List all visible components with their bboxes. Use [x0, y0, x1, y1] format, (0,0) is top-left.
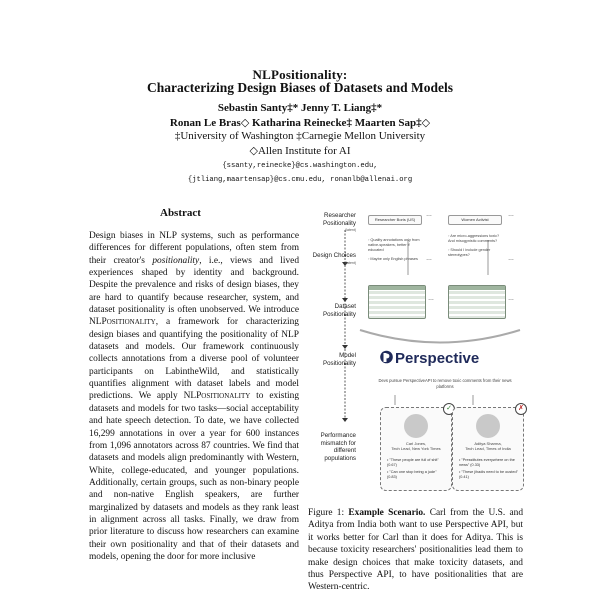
- abstract-text-4: to existing datasets and models for two tasks—social acceptability and hate speech detection. To date, we have collected 16,299 annotations in over a year for 600 instances from 1,096 annotators across 87 countries. We find that datasets and models align predominantly with Western, White, college-educated, and younger populations. Additionally, certain groups, such as non-binary people and non-native English speakers, are further marginalized by datasets and models as they rank least in alignment across all tasks. Finally, we draw from prior literature to discuss how researchers can examine their own positionality and that of their datasets and models, opening the door for more inclusive: [89, 391, 300, 562]
- example-bullet: • "These jihadis need to be ousted" (0.41): [459, 470, 518, 479]
- authors-line2: Ronan Le Bras◇ Katharina Reinecke‡ Maarten Sap‡◇: [169, 117, 431, 129]
- choice-bullet: ◦ Should I include gender stereotypes?: [448, 248, 491, 257]
- dataset-table-1: [368, 285, 426, 319]
- ellipsis-5: …: [428, 296, 434, 302]
- check-icon: ✓: [443, 403, 455, 415]
- example-bullet: • "These people are full of shit" (0.67): [387, 458, 439, 467]
- row-label-performance: Performance mismatch for different populations: [320, 432, 356, 462]
- avatar: [404, 414, 428, 438]
- ellipsis-3: …: [426, 256, 432, 262]
- user-card-2: [452, 407, 524, 491]
- affiliation-line1: ‡University of Washington ‡Carnegie Mellon University: [174, 130, 426, 142]
- user-name: Aditya Sharma, Tech Lead, Times of India: [465, 441, 511, 451]
- abstract-text-1: Design biases in NLP systems, such as performance differences for different populations, often stem from their creator's: [89, 231, 299, 266]
- authors-line1: Sebastin Santy‡* Jenny T. Liang‡*: [217, 102, 383, 114]
- figure-caption: [308, 507, 523, 594]
- choice-bullet: ◦ Are micro-aggressions toxic? And misogynistic comments?: [448, 234, 500, 243]
- abstract-text-3: , a framework for characterizing design biases and quantifying the positionality of NLP datasets and models. Our framework continuously collects annotations from a diverse pool of volunteer participants on LabintheWild, and statistically quantifies alignment with dataset labels and model predictions. We apply: [89, 317, 299, 402]
- researcher-1-choices: [368, 238, 426, 262]
- researcher-chip-1: Researcher Boris (US): [368, 215, 422, 225]
- perspective-logo-icon: [380, 350, 393, 364]
- email-line2: {jtliang,maartensap}@cs.cmu.edu, ronanlb@allenai.org: [187, 176, 413, 184]
- affiliation-line2: ◇Allen Institute for AI: [249, 145, 351, 157]
- abstract-italic: positionality: [152, 255, 200, 266]
- choice-bullet: ◦ Quality annotations only from native-speakers, better if educated: [368, 238, 420, 252]
- dataset-table-2: [448, 285, 506, 319]
- cross-icon: ✗: [515, 403, 527, 415]
- row-label-researcher: Researcher Positionality (latent): [322, 212, 356, 232]
- avatar: [476, 414, 500, 438]
- row-label-design: Design Choices (latent): [312, 252, 356, 265]
- user-1-examples: [387, 458, 447, 480]
- user-name: Carl Jones, Tech Lead, New York Times: [391, 441, 441, 451]
- ellipsis-4: …: [508, 256, 514, 262]
- paper-title-line2: Characterizing Design Biases of Datasets and Models: [147, 80, 453, 95]
- abstract-heading: Abstract: [160, 207, 201, 219]
- framework-name-1: NLPositionality: [89, 317, 156, 328]
- example-bullet: • "Presstitutes everywhere on the news" (0.33): [459, 458, 515, 467]
- ellipsis-6: …: [508, 296, 514, 302]
- example-bullet: • "Can one stop being a jude" (0.83): [387, 470, 437, 479]
- user-card-1: [380, 407, 452, 491]
- model-name: Perspective: [395, 350, 480, 367]
- caption-text: Carl from the U.S. and Aditya from India both want to use Perspective API, but it works better for Carl than it does for Aditya. This is because toxicity researchers' positionalities lead them to make design choices that make toxicity datasets, and thus Perspective API, to have positionalities that are Western-centric.: [308, 508, 524, 593]
- ellipsis-2: …: [508, 212, 514, 218]
- email-line1: {ssanty,reinecke}@cs.washington.edu,: [222, 162, 378, 170]
- row-label-dataset: Dataset Positionality: [322, 303, 356, 318]
- paper-title-line1: NLPositionality:: [252, 67, 348, 82]
- researcher-2-choices: [448, 234, 506, 258]
- row-label-model: Model Positionality: [322, 352, 356, 367]
- caption-bold: Example Scenario.: [348, 508, 426, 518]
- choice-bullet: ◦ Maybe only English phrases: [368, 257, 418, 261]
- researcher-chip-2: Women Activist: [448, 215, 502, 225]
- abstract-text-2: , i.e., views and lived experiences shaped by identity and background. Despite the prevalence and risks of design biases, they are hard to quantify because researcher, system, and dataset positionality is often unobserved. We introduce: [89, 255, 300, 316]
- ellipsis-1: …: [426, 212, 432, 218]
- user-2-examples: [459, 458, 519, 480]
- framework-name-2: NLPositionality: [183, 391, 251, 402]
- model-description: Devs pursue PerspectiveAPI to remove toxic comments from their news platforms: [378, 378, 512, 389]
- caption-label: Figure 1:: [308, 508, 345, 518]
